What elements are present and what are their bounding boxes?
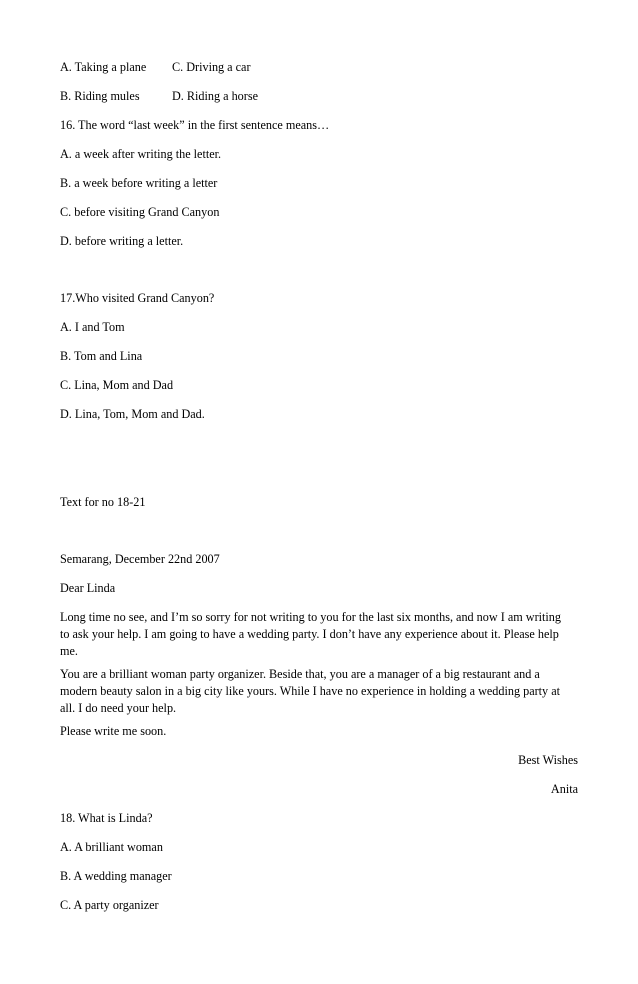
letter-paragraph-1-line: to ask your help. I am going to have a wedding party. I don’t have any experience about it. Please help bbox=[60, 626, 559, 641]
text-heading: Text for no 18-21 bbox=[60, 495, 146, 509]
letter-paragraph-2-line: all. I do need your help. bbox=[60, 700, 177, 715]
q16-question: 16. The word “last week” in the first sentence means… bbox=[60, 118, 330, 132]
letter-paragraph-2 bbox=[60, 666, 582, 716]
letter-paragraph-1-line: Long time no see, and I’m so sorry for not writing to you for the last six months, and now I am writing bbox=[60, 610, 561, 624]
letter-date: Semarang, December 22nd 2007 bbox=[60, 552, 220, 566]
letter-paragraph-1-line: me. bbox=[60, 643, 78, 658]
q15-option-a: A. Taking a plane bbox=[60, 60, 147, 74]
letter-paragraph-2-line: modern beauty salon in a big city like yours. While I have no experience in holding a wedding party at bbox=[60, 683, 560, 698]
q16-option-a: A. a week after writing the letter. bbox=[60, 147, 222, 161]
letter-paragraph-2-line: You are a brilliant woman party organizer. Beside that, you are a manager of a big restaurant and a bbox=[60, 667, 540, 681]
q17-option-b: B. Tom and Lina bbox=[60, 349, 143, 363]
q17-question: 17.Who visited Grand Canyon? bbox=[60, 291, 215, 305]
q15-option-d: D. Riding a horse bbox=[172, 89, 258, 103]
q18-question: 18. What is Linda? bbox=[60, 811, 153, 825]
q16-option-b: B. a week before writing a letter bbox=[60, 176, 218, 190]
letter-paragraph-1 bbox=[60, 609, 582, 659]
q17-option-c: C. Lina, Mom and Dad bbox=[60, 378, 174, 392]
letter-sign-off: Best Wishes bbox=[518, 753, 578, 767]
q16-option-c: C. before visiting Grand Canyon bbox=[60, 205, 220, 219]
letter-greeting: Dear Linda bbox=[60, 581, 116, 595]
q17-option-a: A. I and Tom bbox=[60, 320, 125, 334]
q18-option-b: B. A wedding manager bbox=[60, 869, 172, 883]
q17-option-d: D. Lina, Tom, Mom and Dad. bbox=[60, 407, 205, 421]
q16-option-d: D. before writing a letter. bbox=[60, 234, 184, 248]
letter-closing-request: Please write me soon. bbox=[60, 724, 167, 738]
q18-option-a: A. A brilliant woman bbox=[60, 840, 163, 854]
q15-option-c: C. Driving a car bbox=[172, 60, 251, 74]
q18-option-c: C. A party organizer bbox=[60, 898, 159, 912]
letter-signature: Anita bbox=[550, 782, 578, 796]
q15-option-b: B. Riding mules bbox=[60, 89, 140, 103]
